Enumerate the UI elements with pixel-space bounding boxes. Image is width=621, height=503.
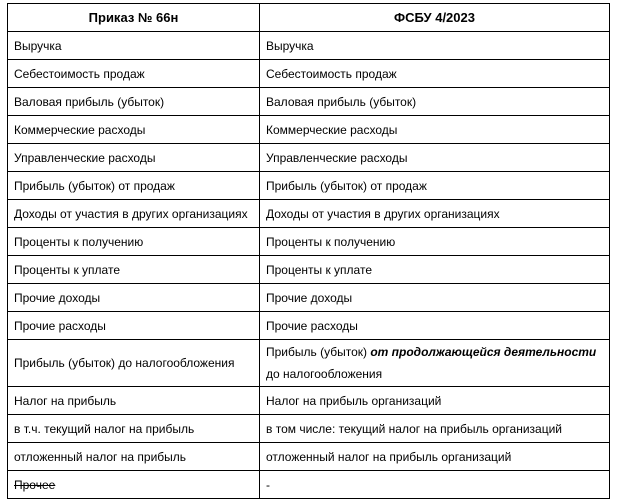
cell-right: Прочие расходы (260, 312, 610, 340)
table-row (8, 312, 610, 340)
cell-right: Налог на прибыль организаций (260, 387, 610, 415)
cell-right: Доходы от участия в других организациях (260, 200, 610, 228)
cell-right: Выручка (260, 32, 610, 60)
struck-text: Прочее (14, 477, 56, 492)
table-row (8, 144, 610, 172)
cell-left: Налог на прибыль (8, 387, 260, 415)
cell-right-suffix: до налогообложения (266, 367, 383, 381)
cell-left: Прочие доходы (8, 284, 260, 312)
header-fsbu-4-2023: ФСБУ 4/2023 (260, 4, 610, 32)
cell-left: Проценты к получению (8, 228, 260, 256)
table-row (8, 340, 610, 387)
cell-right: Управленческие расходы (260, 144, 610, 172)
table-row (8, 228, 610, 256)
cell-right: Прочие доходы (260, 284, 610, 312)
cell-right: Коммерческие расходы (260, 116, 610, 144)
cell-left: Прибыль (убыток) до налогообложения (8, 340, 260, 387)
cell-right: Проценты к уплате (260, 256, 610, 284)
cell-right: Прибыль (убыток) от продаж (260, 172, 610, 200)
cell-left: Валовая прибыль (убыток) (8, 88, 260, 116)
cell-right-emphasis: от продолжающейся деятельности (370, 345, 597, 359)
cell-left: в т.ч. текущий налог на прибыль (8, 415, 260, 443)
table-row (8, 200, 610, 228)
cell-left: Себестоимость продаж (8, 60, 260, 88)
table-row (8, 256, 610, 284)
cell-left: Доходы от участия в других организациях (8, 200, 260, 228)
cell-left: Управленческие расходы (8, 144, 260, 172)
table-header-row (8, 4, 610, 32)
table-row (8, 60, 610, 88)
cell-right-prefix: Прибыль (убыток) (266, 345, 371, 359)
table-row (8, 32, 610, 60)
cell-left: отложенный налог на прибыль (8, 443, 260, 471)
cell-right: в том числе: текущий налог на прибыль организаций (260, 415, 610, 443)
comparison-table (7, 3, 610, 499)
table-row (8, 443, 610, 471)
cell-left (8, 471, 260, 499)
table-row (8, 471, 610, 499)
table-row (8, 415, 610, 443)
cell-right: Себестоимость продаж (260, 60, 610, 88)
cell-right: Валовая прибыль (убыток) (260, 88, 610, 116)
cell-left: Проценты к уплате (8, 256, 260, 284)
cell-left: Коммерческие расходы (8, 116, 260, 144)
header-order-66n: Приказ № 66н (8, 4, 260, 32)
cell-right: отложенный налог на прибыль организаций (260, 443, 610, 471)
cell-left: Прочие расходы (8, 312, 260, 340)
table-row (8, 116, 610, 144)
cell-left: Выручка (8, 32, 260, 60)
table-row (8, 88, 610, 116)
cell-right (260, 340, 610, 387)
table-row (8, 284, 610, 312)
table-row (8, 387, 610, 415)
cell-left: Прибыль (убыток) от продаж (8, 172, 260, 200)
table-row (8, 172, 610, 200)
cell-right: Проценты к получению (260, 228, 610, 256)
cell-right: - (260, 471, 610, 499)
